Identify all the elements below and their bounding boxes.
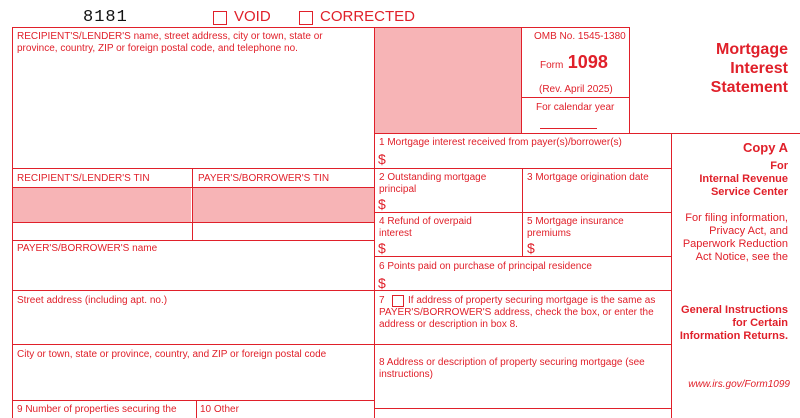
revision-date: (Rev. April 2025) — [539, 84, 613, 95]
for-label: For — [770, 160, 788, 172]
filing-info-text: For filing information, Privacy Act, and Paperwork Reduction Act Notice, see the — [682, 212, 788, 263]
void-label: VOID — [234, 8, 271, 25]
box6-label: 6 Points paid on purchase of principal residence — [379, 261, 592, 272]
city-label: City or town, state or province, country, and ZIP or foreign postal code — [17, 349, 327, 360]
void-checkbox[interactable] — [213, 11, 227, 25]
general-instructions: General Instructions for Certain Information Returns. — [679, 304, 788, 342]
form-code: 8181 — [83, 8, 128, 27]
box4-label: 4 Refund of overpaid interest — [379, 216, 472, 239]
omb-number: OMB No. 1545-1380 — [534, 31, 626, 42]
box9-label: 9 Number of properties securing the — [17, 404, 177, 415]
payer-name-label: PAYER'S/BORROWER'S name — [17, 243, 158, 254]
form-word: Form — [540, 60, 564, 71]
box1-label: 1 Mortgage interest received from payer(s)/borrower(s) — [379, 137, 622, 148]
street-address-label: Street address (including apt. no.) — [17, 295, 168, 306]
box7-number: 7 — [379, 295, 385, 306]
recipient-tin-field[interactable] — [13, 187, 191, 222]
box4-dollar: $ — [378, 240, 386, 256]
title-line-2: Interest — [730, 60, 788, 77]
recipient-tin-label: RECIPIENT'S/LENDER'S TIN — [17, 173, 150, 184]
irs-center: Internal Revenue Service Center — [699, 173, 788, 198]
form-title — [640, 40, 788, 97]
form-number: 1098 — [567, 52, 608, 72]
box5-dollar: $ — [527, 240, 535, 256]
box5-label: 5 Mortgage insurance premiums — [527, 216, 624, 239]
title-line-1: Mortgage — [716, 41, 788, 58]
copy-a-title: Copy A — [742, 140, 788, 155]
payer-tin-field[interactable] — [193, 187, 374, 222]
box7-label: If address of property securing mortgage is the same as PAYER'S/BORROWER'S address, check the box, or enter the address or description in box 8. — [379, 295, 656, 330]
corrected-checkbox[interactable] — [299, 11, 313, 25]
box3-label: 3 Mortgage origination date — [527, 172, 649, 183]
payer-tin-label: PAYER'S/BORROWER'S TIN — [198, 173, 330, 184]
form-number-block — [540, 52, 608, 73]
calendar-year-line — [540, 128, 597, 129]
box2-dollar: $ — [378, 196, 386, 212]
corrected-label: CORRECTED — [320, 8, 416, 25]
shaded-box-top — [375, 28, 521, 133]
box1-dollar: $ — [378, 151, 386, 167]
box10-label: 10 Other — [200, 404, 239, 415]
title-line-3: Statement — [710, 79, 788, 96]
irs-website-link[interactable]: www.irs.gov/Form1099 — [688, 379, 790, 390]
calendar-year-label: For calendar year — [536, 102, 615, 113]
box2-label: 2 Outstanding mortgage principal — [379, 172, 487, 195]
recipient-name-label: RECIPIENT'S/LENDER'S name, street address, city or town, state or province, country, ZIP or foreign postal code, and telephone no. — [17, 31, 323, 54]
box6-dollar: $ — [378, 275, 386, 291]
box8-label: 8 Address or description of property securing mortgage (see instructions) — [379, 357, 645, 380]
